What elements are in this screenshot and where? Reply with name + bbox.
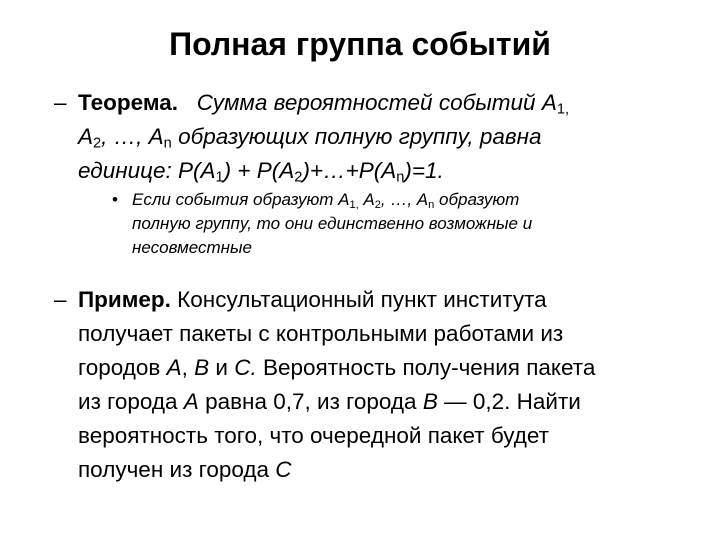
note-text: несовместные bbox=[132, 238, 252, 257]
city-c: С. bbox=[234, 355, 257, 380]
example-text: Вероятность полу-чения пакета bbox=[256, 355, 596, 380]
example-line-1 bbox=[78, 283, 678, 317]
subscript: 1 bbox=[215, 169, 224, 186]
theorem-text: единице: Р(А bbox=[78, 158, 216, 183]
example-text: из города bbox=[78, 389, 184, 414]
theorem-text: образующих полную группу, равна bbox=[171, 124, 542, 149]
note-text: полную группу, то они единственно возможные и bbox=[132, 214, 533, 233]
subscript: n bbox=[396, 169, 405, 186]
theorem-text: )=1. bbox=[404, 158, 444, 183]
dash-marker: – bbox=[54, 287, 67, 312]
example-line-2: получает пакеты с контрольными работами из bbox=[78, 321, 564, 346]
city-b: В bbox=[194, 355, 210, 380]
subscript: n bbox=[163, 135, 172, 152]
subscript: 2 bbox=[93, 135, 102, 152]
note-item bbox=[112, 188, 692, 260]
example-line-6 bbox=[78, 453, 678, 487]
city-b: В bbox=[422, 389, 438, 414]
example-item bbox=[54, 283, 678, 487]
subscript: n bbox=[428, 198, 435, 211]
note-text: , …, А bbox=[380, 190, 429, 209]
example-line-4 bbox=[78, 385, 678, 419]
note-text: образуют bbox=[434, 190, 520, 209]
city-a: А bbox=[166, 355, 182, 380]
theorem-text: Сумма вероятностей событий А bbox=[196, 90, 557, 115]
example-line-3 bbox=[78, 351, 678, 385]
subscript: 2 bbox=[294, 169, 303, 186]
theorem-text: А bbox=[78, 124, 94, 149]
example-text: равна 0,7, из города bbox=[198, 389, 423, 414]
dash-marker: – bbox=[54, 90, 67, 115]
city-a: А bbox=[183, 389, 199, 414]
theorem-label: Теорема. bbox=[78, 90, 178, 115]
theorem-line-3 bbox=[78, 154, 678, 188]
note-text: А bbox=[358, 190, 375, 209]
city-c: С bbox=[275, 457, 292, 482]
theorem-line-2 bbox=[78, 120, 678, 154]
subscript: 2 bbox=[374, 198, 381, 211]
subscript: 1, bbox=[556, 101, 570, 118]
note-line-1 bbox=[132, 188, 692, 212]
theorem-text: ) + Р(А bbox=[223, 158, 295, 183]
subscript: 1, bbox=[349, 198, 359, 211]
example-text: Консультационный пункт института bbox=[170, 287, 547, 312]
note-text: Если события образуют А bbox=[132, 190, 350, 209]
bullet-marker: • bbox=[112, 190, 118, 209]
theorem-text: , …, А bbox=[101, 124, 164, 149]
slide-title: Полная группа событий bbox=[169, 26, 551, 62]
example-text: получен из города bbox=[78, 457, 276, 482]
example-text: , bbox=[181, 355, 195, 380]
note-line-3 bbox=[132, 236, 692, 260]
example-text: — 0,2. Найти bbox=[437, 389, 581, 414]
theorem-text: )+…+Р(А bbox=[302, 158, 397, 183]
example-text: городов bbox=[78, 355, 167, 380]
theorem-item bbox=[54, 86, 678, 188]
example-text: и bbox=[209, 355, 235, 380]
example-label: Пример. bbox=[78, 287, 171, 312]
note-line-2 bbox=[132, 212, 692, 236]
theorem-line-1 bbox=[78, 86, 678, 120]
example-line-5: вероятность того, что очередной пакет будет bbox=[78, 423, 549, 448]
